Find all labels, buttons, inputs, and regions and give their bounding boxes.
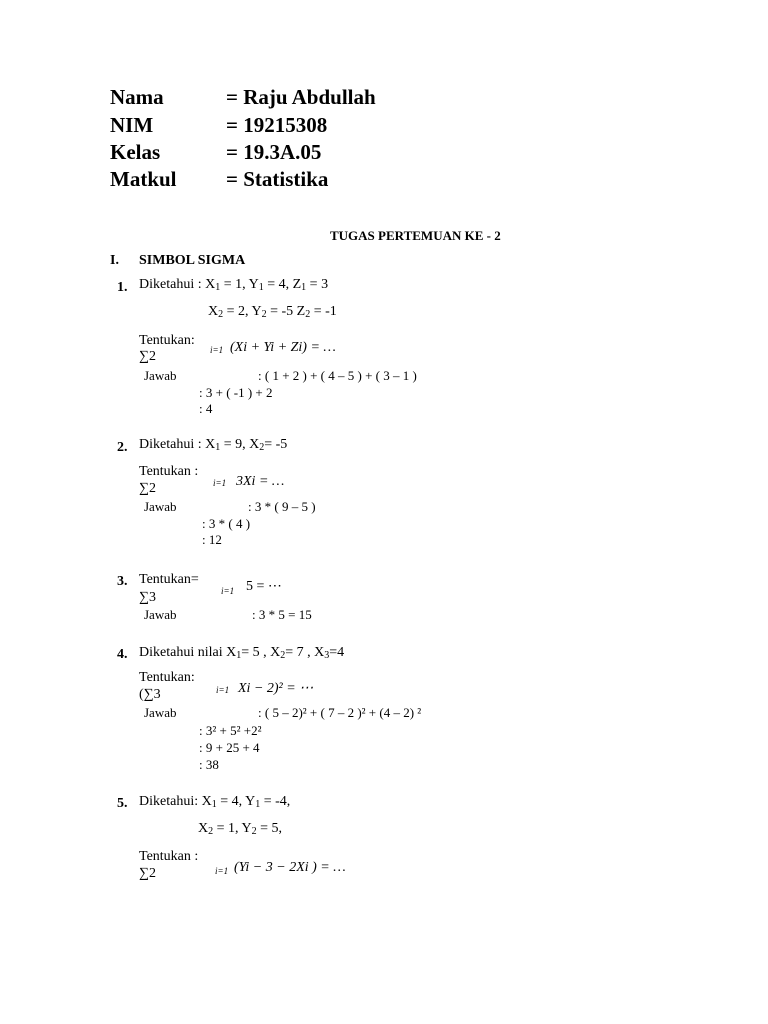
q3-number: 3. xyxy=(117,574,128,589)
nama-label: Nama xyxy=(110,85,164,109)
q4-number: 4. xyxy=(117,647,128,662)
q2-number: 2. xyxy=(117,440,128,455)
q3-sigma: ∑3 xyxy=(139,590,156,605)
kelas-label: Kelas xyxy=(110,140,161,164)
q4-jawab-label: Jawab xyxy=(144,705,177,720)
q1-jawab-label: Jawab xyxy=(144,368,177,383)
q5-expression: (Yi − 3 − 2Xi ) = … xyxy=(234,860,346,875)
matkul-value: = Statistika xyxy=(226,167,329,191)
q2-tentukan: Tentukan : xyxy=(139,464,199,479)
q4-tentukan: Tentukan: xyxy=(139,670,195,685)
q4-step-4: : 38 xyxy=(199,757,219,772)
q4-step-2: : 3² + 5² +2² xyxy=(199,723,262,738)
q3-step-1: : 3 * 5 = 15 xyxy=(252,607,312,622)
q3-expression: 5 = ⋯ xyxy=(246,579,282,594)
page-title: TUGAS PERTEMUAN KE - 2 xyxy=(330,228,501,243)
q3-jawab-label: Jawab xyxy=(144,607,177,622)
q1-tentukan: Tentukan: xyxy=(139,333,195,348)
q1-given-line2: $X_2 = 2$, $Y_2 = -5$ $Z_2 = -1$ xyxy=(208,304,337,320)
kelas-value: = 19.3A.05 xyxy=(226,140,322,164)
q1-sigma: ∑2 xyxy=(139,349,156,364)
matkul-label: Matkul xyxy=(110,167,177,191)
section-number: I. xyxy=(110,253,119,268)
q2-sigma-limit: i=1 xyxy=(213,478,227,488)
q2-given: Diketahui : $X_1 = 9$, $X_2= -5$ xyxy=(139,437,288,453)
nim-label: NIM xyxy=(110,113,154,137)
nama-value: = Raju Abdullah xyxy=(226,85,376,109)
q1-sigma-limit: i=1 xyxy=(210,345,224,355)
q2-jawab-label: Jawab xyxy=(144,499,177,514)
q5-given-line1: Diketahui: $X_1 = 4$, $Y_1 = -4$, xyxy=(139,794,291,810)
nim-value: = 19215308 xyxy=(226,113,328,137)
q5-tentukan: Tentukan : xyxy=(139,849,199,864)
section-title: SIMBOL SIGMA xyxy=(139,253,246,268)
q2-step-3: : 12 xyxy=(202,532,222,547)
q1-number: 1. xyxy=(117,280,128,295)
q5-given-line2: $X_2 = 1$, $Y_2 = 5$, xyxy=(198,821,283,837)
q3-tentukan: Tentukan= xyxy=(139,572,199,587)
q2-step-2: : 3 * ( 4 ) xyxy=(202,516,251,531)
q3-sigma-limit: i=1 xyxy=(221,586,235,596)
q4-step-1: : ( 5 – 2)² + ( 7 – 2 )² + (4 – 2) ² xyxy=(258,705,422,720)
q4-step-3: : 9 + 25 + 4 xyxy=(199,740,260,755)
q4-sigma-limit: i=1 xyxy=(216,685,230,695)
q1-expression: (Xi + Yi + Zi) = … xyxy=(230,340,336,355)
q1-step-2: : 3 + ( -1 ) + 2 xyxy=(199,385,273,400)
q1-step-1: : ( 1 + 2 ) + ( 4 – 5 ) + ( 3 – 1 ) xyxy=(258,368,417,383)
q2-sigma: ∑2 xyxy=(139,481,156,496)
q2-expression: 3Xi = … xyxy=(236,474,285,489)
q1-step-3: : 4 xyxy=(199,401,213,416)
q5-sigma-limit: i=1 xyxy=(215,866,229,876)
q1-given-line1: Diketahui : $X_1 = 1$, $Y_1 = 4$, $Z_1 = 3$ xyxy=(139,277,329,293)
q4-sigma: (∑3 xyxy=(139,687,161,702)
q5-sigma: ∑2 xyxy=(139,866,156,881)
q5-number: 5. xyxy=(117,796,128,811)
q2-step-1: : 3 * ( 9 – 5 ) xyxy=(248,499,316,514)
q4-expression: Xi − 2)² = ⋯ xyxy=(238,681,314,696)
q4-given: Diketahui nilai $X_1= 5$ , $X_2= 7$ , $X_3=4$ xyxy=(139,645,345,661)
